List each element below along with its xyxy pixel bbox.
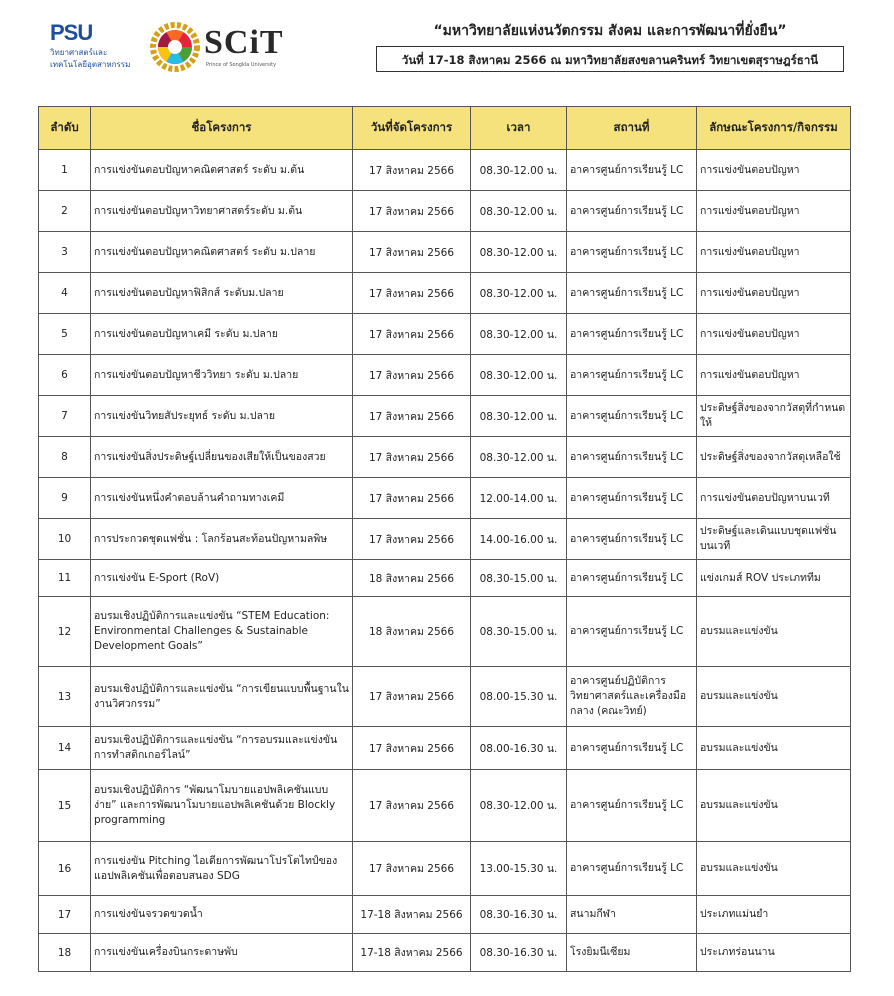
row-type: อบรมและแข่งขัน [697, 727, 851, 770]
row-name: อบรมเชิงปฏิบัติการ “พัฒนาโมบายแอปพลิเคชันแบบง่าย” และการพัฒนาโมบายแอปพลิเคชันด้วย Blockly programming [91, 770, 353, 842]
psu-logo [50, 20, 150, 80]
row-place: อาคารศูนย์การเรียนรู้ LC [567, 478, 697, 519]
row-place: อาคารศูนย์การเรียนรู้ LC [567, 150, 697, 191]
row-time: 08.30-12.00 น. [471, 150, 567, 191]
row-no: 14 [39, 727, 91, 770]
row-no: 1 [39, 150, 91, 191]
row-type: การแข่งขันตอบปัญหา [697, 314, 851, 355]
row-no: 7 [39, 396, 91, 437]
row-place: อาคารศูนย์การเรียนรู้ LC [567, 191, 697, 232]
row-time: 14.00-16.00 น. [471, 519, 567, 560]
row-time: 08.30-12.00 น. [471, 232, 567, 273]
row-type: อบรมและแข่งขัน [697, 667, 851, 727]
row-place: โรงยิมนีเซียม [567, 934, 697, 972]
row-place: อาคารศูนย์ปฏิบัติการวิทยาศาสตร์และเครื่องมือกลาง (คณะวิทย์) [567, 667, 697, 727]
col-header-name: ชื่อโครงการ [91, 107, 353, 150]
page-subtitle: วันที่ 17-18 สิงหาคม 2566 ณ มหาวิทยาลัยสงขลานครินทร์ วิทยาเขตสุราษฎร์ธานี [376, 46, 844, 72]
row-date: 17 สิงหาคม 2566 [353, 314, 471, 355]
row-no: 13 [39, 667, 91, 727]
row-date: 17 สิงหาคม 2566 [353, 842, 471, 896]
table-header-row [39, 107, 851, 150]
row-date: 17 สิงหาคม 2566 [353, 396, 471, 437]
row-place: อาคารศูนย์การเรียนรู้ LC [567, 437, 697, 478]
row-name: การแข่งขันตอบปัญหาเคมี ระดับ ม.ปลาย [91, 314, 353, 355]
row-type: อบรมและแข่งขัน [697, 770, 851, 842]
psu-faculty-line1: วิทยาศาสตร์และ [50, 48, 108, 57]
row-time: 08.30-16.30 น. [471, 934, 567, 972]
row-date: 18 สิงหาคม 2566 [353, 597, 471, 667]
row-type: การแข่งขันตอบปัญหา [697, 273, 851, 314]
scit-logo-sub: Prince of Songkla University [206, 62, 277, 68]
table-row [39, 934, 851, 972]
row-name: การแข่งขันตอบปัญหาชีววิทยา ระดับ ม.ปลาย [91, 355, 353, 396]
row-place: อาคารศูนย์การเรียนรู้ LC [567, 770, 697, 842]
psu-logo-mark: PSU [50, 20, 93, 45]
table-row [39, 150, 851, 191]
row-place: อาคารศูนย์การเรียนรู้ LC [567, 396, 697, 437]
row-place: สนามกีฬา [567, 896, 697, 934]
row-name: การแข่งขัน E-Sport (RoV) [91, 560, 353, 597]
psu-faculty-line2: เทคโนโลยีอุตสาหกรรม [50, 60, 131, 69]
row-type: การแข่งขันตอบปัญหา [697, 355, 851, 396]
row-type: แข่งเกมส์ ROV ประเภททีม [697, 560, 851, 597]
table-row [39, 770, 851, 842]
row-name: การแข่งขัน Pitching ไอเดียการพัฒนาโปรโตไทป์ของแอปพลิเคชันเพื่อตอบสนอง SDG [91, 842, 353, 896]
row-type: การแข่งขันตอบปัญหา [697, 150, 851, 191]
row-type: ประเภทแม่นยำ [697, 896, 851, 934]
row-time: 08.00-15.30 น. [471, 667, 567, 727]
col-header-no: ลำดับ [39, 107, 91, 150]
row-no: 4 [39, 273, 91, 314]
row-date: 17 สิงหาคม 2566 [353, 478, 471, 519]
row-place: อาคารศูนย์การเรียนรู้ LC [567, 273, 697, 314]
row-date: 17 สิงหาคม 2566 [353, 667, 471, 727]
table-row [39, 896, 851, 934]
row-time: 08.30-12.00 น. [471, 770, 567, 842]
row-type: ประดิษฐ์สิ่งของจากวัสดุที่กำหนดให้ [697, 396, 851, 437]
row-date: 17 สิงหาคม 2566 [353, 273, 471, 314]
row-name: การแข่งขันวิทยสัประยุทธ์ ระดับ ม.ปลาย [91, 396, 353, 437]
row-date: 17 สิงหาคม 2566 [353, 437, 471, 478]
row-date: 17 สิงหาคม 2566 [353, 355, 471, 396]
table-row [39, 667, 851, 727]
row-date: 17 สิงหาคม 2566 [353, 519, 471, 560]
row-time: 08.30-12.00 น. [471, 355, 567, 396]
row-type: ประดิษฐ์และเดินแบบชุดแฟชั่นบนเวที [697, 519, 851, 560]
table-row [39, 727, 851, 770]
scit-logo-text: SCiT [204, 24, 284, 61]
row-time: 08.00-16.30 น. [471, 727, 567, 770]
table-row [39, 597, 851, 667]
row-time: 08.30-15.00 น. [471, 560, 567, 597]
row-type: การแข่งขันตอบปัญหาบนเวที [697, 478, 851, 519]
row-date: 17-18 สิงหาคม 2566 [353, 896, 471, 934]
row-time: 08.30-12.00 น. [471, 273, 567, 314]
row-no: 5 [39, 314, 91, 355]
row-no: 10 [39, 519, 91, 560]
row-type: การแข่งขันตอบปัญหา [697, 232, 851, 273]
row-time: 08.30-16.30 น. [471, 896, 567, 934]
scit-logo [150, 22, 300, 74]
row-place: อาคารศูนย์การเรียนรู้ LC [567, 519, 697, 560]
row-date: 18 สิงหาคม 2566 [353, 560, 471, 597]
row-type: อบรมและแข่งขัน [697, 597, 851, 667]
row-no: 9 [39, 478, 91, 519]
table-row [39, 396, 851, 437]
row-time: 08.30-15.00 น. [471, 597, 567, 667]
row-no: 15 [39, 770, 91, 842]
row-no: 16 [39, 842, 91, 896]
row-name: การแข่งขันหนึ่งคำตอบล้านคำถามทางเคมี [91, 478, 353, 519]
row-time: 08.30-12.00 น. [471, 396, 567, 437]
row-no: 6 [39, 355, 91, 396]
row-date: 17 สิงหาคม 2566 [353, 770, 471, 842]
row-no: 17 [39, 896, 91, 934]
row-no: 3 [39, 232, 91, 273]
row-place: อาคารศูนย์การเรียนรู้ LC [567, 232, 697, 273]
row-name: อบรมเชิงปฏิบัติการและแข่งขัน “STEM Education: Environmental Challenges & Sustainable Development Goals” [91, 597, 353, 667]
table-row [39, 437, 851, 478]
row-time: 12.00-14.00 น. [471, 478, 567, 519]
row-name: การแข่งขันตอบปัญหาฟิสิกส์ ระดับม.ปลาย [91, 273, 353, 314]
row-place: อาคารศูนย์การเรียนรู้ LC [567, 842, 697, 896]
row-no: 11 [39, 560, 91, 597]
row-type: ประเภทร่อนนาน [697, 934, 851, 972]
row-name: อบรมเชิงปฏิบัติการและแข่งขัน “การเขียนแบบพื้นฐานในงานวิศวกรรม” [91, 667, 353, 727]
table-row [39, 232, 851, 273]
row-name: การแข่งขันสิ่งประดิษฐ์เปลี่ยนของเสียให้เป็นของสวย [91, 437, 353, 478]
row-time: 08.30-12.00 น. [471, 437, 567, 478]
table-row [39, 191, 851, 232]
row-name: การประกวดชุดแฟชั่น : โลกร้อนสะท้อนปัญหามลพิษ [91, 519, 353, 560]
row-time: 13.00-15.30 น. [471, 842, 567, 896]
row-date: 17 สิงหาคม 2566 [353, 150, 471, 191]
row-time: 08.30-12.00 น. [471, 314, 567, 355]
row-no: 2 [39, 191, 91, 232]
table-row [39, 519, 851, 560]
table-row [39, 355, 851, 396]
row-date: 17 สิงหาคม 2566 [353, 727, 471, 770]
row-name: การแข่งขันจรวดขวดน้ำ [91, 896, 353, 934]
table-row [39, 560, 851, 597]
row-no: 8 [39, 437, 91, 478]
row-place: อาคารศูนย์การเรียนรู้ LC [567, 560, 697, 597]
row-no: 12 [39, 597, 91, 667]
row-type: การแข่งขันตอบปัญหา [697, 191, 851, 232]
row-place: อาคารศูนย์การเรียนรู้ LC [567, 355, 697, 396]
col-header-date: วันที่จัดโครงการ [353, 107, 471, 150]
row-type: ประดิษฐ์สิ่งของจากวัสดุเหลือใช้ [697, 437, 851, 478]
row-name: การแข่งขันตอบปัญหาวิทยาศาสตร์ระดับ ม.ต้น [91, 191, 353, 232]
row-place: อาคารศูนย์การเรียนรู้ LC [567, 314, 697, 355]
row-name: อบรมเชิงปฏิบัติการและแข่งขัน “การอบรมและแข่งขันการทำสติกเกอร์ไลน์” [91, 727, 353, 770]
row-date: 17 สิงหาคม 2566 [353, 232, 471, 273]
row-date: 17-18 สิงหาคม 2566 [353, 934, 471, 972]
row-time: 08.30-12.00 น. [471, 191, 567, 232]
col-header-place: สถานที่ [567, 107, 697, 150]
row-date: 17 สิงหาคม 2566 [353, 191, 471, 232]
row-name: การแข่งขันตอบปัญหาคณิตศาสตร์ ระดับ ม.ปลาย [91, 232, 353, 273]
col-header-time: เวลา [471, 107, 567, 150]
table-row [39, 314, 851, 355]
table-row [39, 478, 851, 519]
row-name: การแข่งขันตอบปัญหาคณิตศาสตร์ ระดับ ม.ต้น [91, 150, 353, 191]
row-place: อาคารศูนย์การเรียนรู้ LC [567, 727, 697, 770]
table-row [39, 842, 851, 896]
table-row [39, 273, 851, 314]
row-type: อบรมและแข่งขัน [697, 842, 851, 896]
sdg-gear-icon [150, 22, 200, 72]
row-no: 18 [39, 934, 91, 972]
row-name: การแข่งขันเครื่องบินกระดาษพับ [91, 934, 353, 972]
page-title: “มหาวิทยาลัยแห่งนวัตกรรม สังคม และการพัฒนาที่ยั่งยืน” [433, 23, 787, 39]
row-place: อาคารศูนย์การเรียนรู้ LC [567, 597, 697, 667]
schedule-table [38, 106, 851, 972]
col-header-type: ลักษณะโครงการ/กิจกรรม [697, 107, 851, 150]
